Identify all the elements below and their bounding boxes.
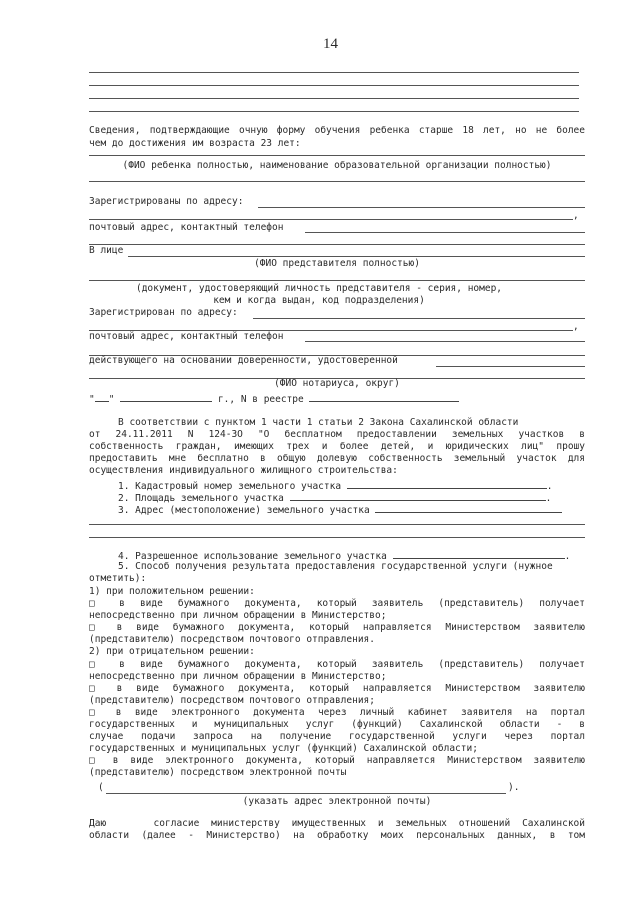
item-method-line-2: отметить): — [89, 573, 147, 584]
rep-doc-caption-1: (документ, удостоверяющий личность представителя - серия, номер, — [135, 283, 503, 294]
negative-option-3-line-2: государственных и муниципальных услуг (функций) Сахалинской области - в — [89, 719, 585, 730]
postal-phone-label-1: почтовый адрес, контактный телефон — [89, 222, 284, 233]
postal-phone-label-2: почтовый адрес, контактный телефон — [89, 331, 284, 342]
phone-field-line — [305, 341, 585, 342]
positive-option-1-line-2: непосредственно при личном обращении в Министерство; — [89, 610, 387, 621]
quote-close: " — [108, 394, 115, 405]
year-registry-label: г., N в реестре — [217, 394, 304, 405]
positive-option-1-line-1[interactable]: □ в виде бумажного документа, который заявитель (представитель) получает — [89, 598, 585, 609]
blank-line — [89, 244, 585, 245]
quote-open: " — [89, 394, 95, 405]
permitted-use-field — [393, 548, 565, 559]
negative-option-4-line-2: (представителю) посредством электронной почты — [89, 767, 347, 778]
blank-line — [89, 111, 579, 112]
address-location-field — [375, 502, 562, 513]
blank-line — [89, 155, 585, 156]
item-area: 2. Площадь земельного участка . — [118, 490, 551, 506]
negative-option-1-line-1[interactable]: □ в виде бумажного документа, который заявитель (представитель) получает — [89, 659, 585, 670]
item-method-line-1: 5. Способ получения результата предоставления государственной услуги (нужное — [118, 561, 553, 572]
registry-number-field — [309, 391, 459, 402]
negative-option-2-line-2: (представителю) посредством почтового отправления; — [89, 695, 375, 706]
negative-title: 2) при отрицательном решении: — [89, 646, 255, 657]
blank-line — [89, 181, 585, 182]
negative-option-3-line-3: случае подачи запроса на получение государственной услуги через портал — [89, 731, 585, 742]
item-permitted-use: 4. Разрешенное использование земельного участка . — [118, 548, 570, 564]
day-field — [95, 391, 109, 402]
item-address: 3. Адрес (местоположение) земельного участка — [118, 502, 562, 518]
email-open-paren: ( — [98, 782, 104, 793]
rep-doc-caption-2: кем и когда выдан, код подразделения) — [213, 295, 425, 306]
registered-plural-label: Зарегистрированы по адресу: — [89, 196, 244, 207]
comma-mark: , — [573, 210, 579, 221]
negative-option-2-line-1[interactable]: □ в виде бумажного документа, который направляется Министерством заявителю — [89, 683, 585, 694]
blank-line — [89, 524, 585, 525]
children-caption: (ФИО ребенка полностью, наименование образовательной организации полностью) — [122, 160, 552, 171]
registered-single-label: Зарегистрирован по адресу: — [89, 307, 238, 318]
negative-option-1-line-2: непосредственно при личном обращении в Министерство; — [89, 671, 387, 682]
address-field-line — [253, 318, 585, 319]
request-line-1: В соответствии с пунктом 1 части 1 статьи 2 Закона Сахалинской области — [118, 417, 519, 428]
blank-line — [89, 98, 579, 99]
blank-line — [89, 72, 579, 73]
request-line-5: осуществления индивидуального жилищного строительства: — [89, 465, 398, 476]
blank-line — [89, 85, 579, 86]
negative-option-3-line-4: государственных и муниципальных услуг (функций) Сахалинской области; — [89, 743, 478, 754]
comma-mark: , — [573, 321, 579, 332]
consent-line-2: области (далее - Министерство) на обработку моих персональных данных, в том — [89, 830, 585, 841]
children-info-line-1: Сведения, подтверждающие очную форму обучения ребенка старше 18 лет, но не более — [89, 125, 585, 136]
negative-option-3-line-1[interactable]: □ в виде электронного документа через личный кабинет заявителя на портал — [89, 707, 585, 718]
rep-name-line — [128, 256, 585, 257]
consent-line-1: Даю согласие министерству имущественных и земельных отношений Сахалинской — [89, 818, 585, 829]
acting-basis-label: действующего на основании доверенности, удостоверенной — [89, 355, 398, 366]
children-info-line-2: чем до достижения им возраста 23 лет: — [89, 138, 301, 149]
email-caption: (указать адрес электронной почты) — [242, 796, 432, 807]
request-line-2: от 24.11.2011 N 124-ЗО "О бесплатном предоставлении земельных участков в — [89, 429, 585, 440]
month-field — [120, 391, 212, 402]
request-line-3: собственность граждан, имеющих трех и более детей, и юридических лиц" прошу — [89, 441, 585, 452]
page-number: 14 — [323, 36, 338, 52]
blank-line — [89, 280, 585, 281]
blank-line — [89, 537, 585, 538]
phone-field-line — [305, 232, 585, 233]
blank-line — [89, 219, 573, 220]
positive-option-2-line-2: (представителю) посредством почтового отправления. — [89, 634, 375, 645]
item-cadastral: 1. Кадастровый номер земельного участка . — [118, 478, 553, 494]
rep-name-caption: (ФИО представителя полностью) — [254, 258, 420, 269]
negative-option-4-line-1[interactable]: □ в виде электронного документа, который направляется Министерством заявителю — [89, 755, 585, 766]
date-line — [89, 391, 459, 407]
address-field-line — [258, 207, 585, 208]
attested-field-line — [436, 366, 585, 367]
email-field[interactable] — [106, 793, 506, 794]
email-close-paren: ). — [508, 782, 520, 793]
request-line-4: предоставить мне бесплатно в общую долевую собственность земельный участок для — [89, 453, 585, 464]
in-person-label: В лице — [89, 245, 124, 256]
area-field — [290, 490, 546, 501]
cadastral-field — [347, 478, 547, 489]
notary-caption: (ФИО нотариуса, округ) — [274, 378, 400, 389]
positive-title: 1) при положительном решении: — [89, 586, 255, 597]
positive-option-2-line-1[interactable]: □ в виде бумажного документа, который направляется Министерством заявителю — [89, 622, 585, 633]
